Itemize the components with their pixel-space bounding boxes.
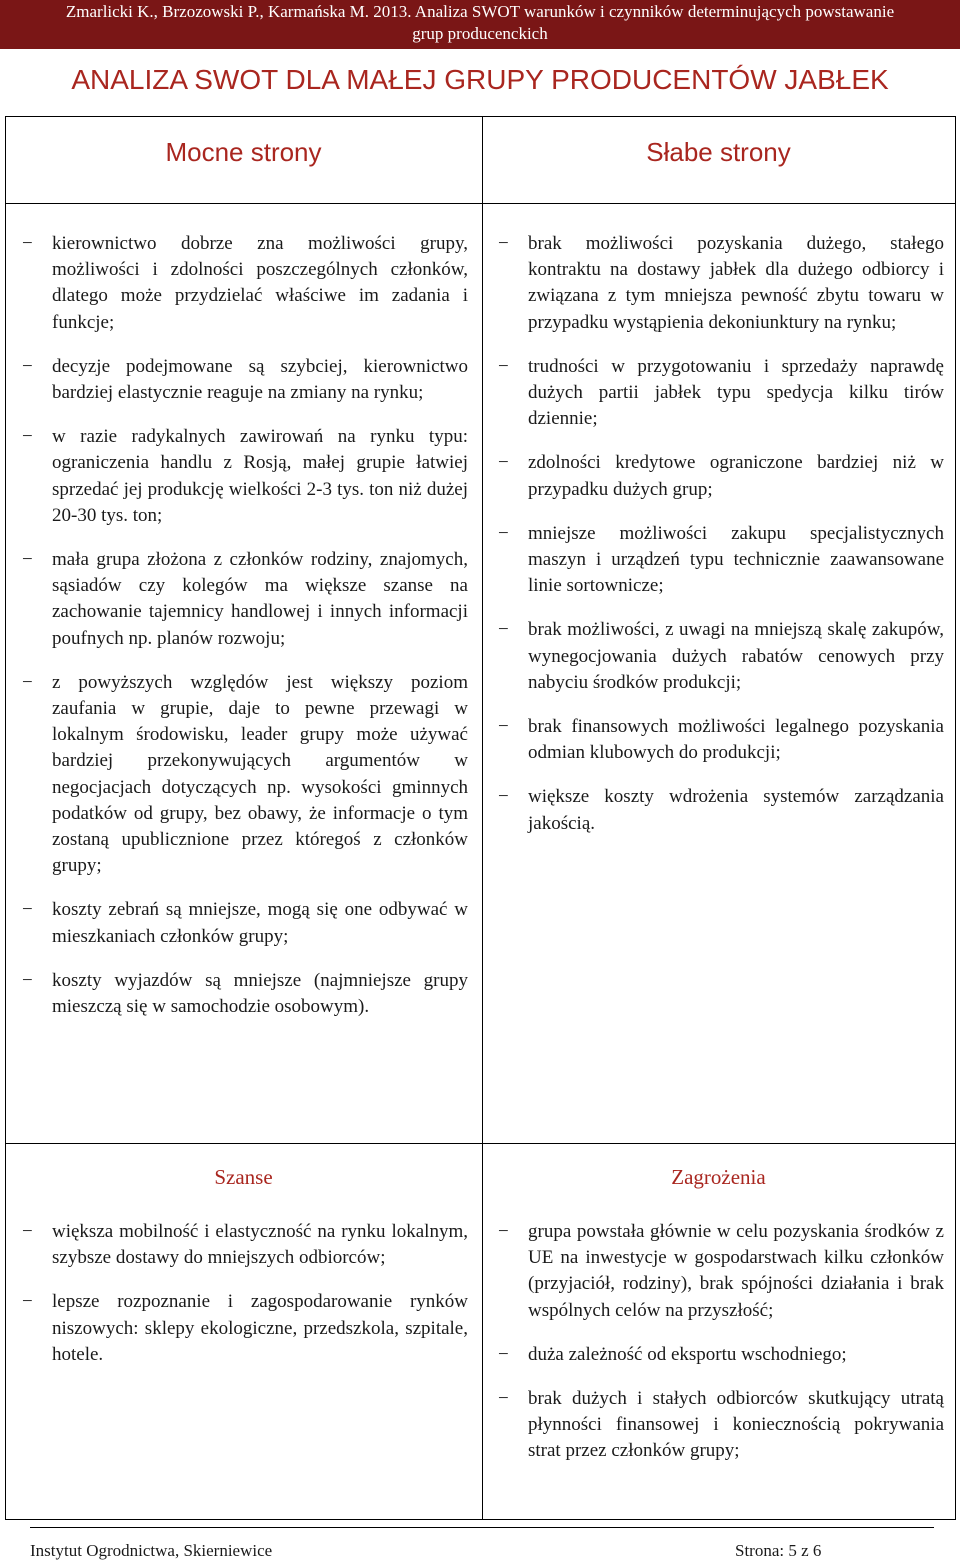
opportunities-item-text: lepsze rozpoznanie i zagospodarowanie rynków niszowych: sklepy ekologiczne, przedszkola, szpitale, hotele. xyxy=(52,1291,468,1365)
heading-weaknesses: Słabe strony xyxy=(646,137,791,167)
weaknesses-item xyxy=(498,617,944,696)
bullet-dash: − xyxy=(498,1388,509,1410)
opportunities-item xyxy=(22,1219,468,1271)
threats-list xyxy=(498,1219,944,1483)
table-border-top xyxy=(5,116,956,117)
strengths-item-text: decyzje podejmowane są szybciej, kierownictwo bardziej elastycznie reaguje na zmiany na rynku; xyxy=(52,355,468,404)
weaknesses-list xyxy=(498,231,944,855)
bullet-dash: − xyxy=(22,355,33,377)
weaknesses-item-text: większe koszty wdrożenia systemów zarządzania jakością. xyxy=(528,786,944,834)
footer-page-number: Strona: 5 z 6 xyxy=(735,1541,822,1560)
table-border-bottom xyxy=(5,1519,956,1520)
strengths-item xyxy=(22,670,468,880)
footer-rule xyxy=(30,1527,934,1528)
threats-item xyxy=(498,1342,944,1368)
heading-opportunities: Szanse xyxy=(214,1165,273,1189)
opportunities-item-text: większa mobilność i elastyczność na rynku lokalnym, szybsze dostawy do mniejszych odbiorców; xyxy=(52,1221,468,1269)
weaknesses-item-text: brak finansowych możliwości legalnego pozyskania odmian klubowych do produkcji; xyxy=(528,716,944,764)
running-header-line2: grup producenckich xyxy=(412,24,548,43)
threats-item xyxy=(498,1219,944,1324)
weaknesses-item-text: mniejsze możliwości zakupu specjalistycznych maszyn i urządzeń typu technicznie zaawansowane linie sortownicze; xyxy=(528,522,944,597)
strengths-item-text: w razie radykalnych zawirowań na rynku typu: ograniczenia handlu z Rosją, małej grupie łatwiej sprzedać jej produkcję wielkości 2-3 tys. ton niż dużej 20-30 tys. ton; xyxy=(52,426,468,526)
bullet-dash: − xyxy=(22,899,33,921)
bullet-dash: − xyxy=(22,426,33,448)
opportunities-item xyxy=(22,1289,468,1368)
strengths-item-text: kierownictwo dobrze zna możliwości grupy, możliwości i zdolności poszczególnych członków, dlatego może przydzielać właściwe im zadania i funkcje; xyxy=(52,233,468,333)
bullet-dash: − xyxy=(22,549,33,571)
table-column-divider xyxy=(482,116,483,1520)
strengths-item-text: z powyższych względów jest większy poziom zaufania w grupie, daje to pewne przewagi w lokalnym środowisku, leader grupy może używać bardziej przekonywujących argumentów w negocjacjach dotyczących np. wysokości gminnych podatków od grupy, bez obawy, że informacje o tym zostaną upublicznione przez któregoś z członków grupy; xyxy=(52,671,468,877)
bullet-dash: − xyxy=(498,355,509,377)
bullet-dash: − xyxy=(498,233,509,254)
heading-threats: Zagrożenia xyxy=(671,1165,766,1189)
weaknesses-item-text: brak możliwości, z uwagi na mniejszą skalę zakupów, wynegocjowania dużych rabatów cenowych przy nabyciu środków produkcji; xyxy=(528,619,944,693)
weaknesses-item-text: zdolności kredytowe ograniczone bardziej niż w przypadku dużych grup; xyxy=(528,452,944,500)
bullet-dash: − xyxy=(498,716,509,738)
weaknesses-item xyxy=(498,450,944,502)
weaknesses-item xyxy=(498,231,944,336)
strengths-item xyxy=(22,354,468,406)
weaknesses-item-text: brak możliwości pozyskania dużego, stałego kontraktu na dostawy jabłek dla dużego odbiorcy i związana z tym mniejsza pewność zbytu towaru w przypadku wystąpienia dekoniunktury na rynku; xyxy=(528,233,944,333)
weaknesses-item xyxy=(498,521,944,600)
strengths-list xyxy=(22,231,468,1038)
strengths-item xyxy=(22,231,468,336)
threats-item-text: grupa powstała głównie w celu pozyskania środków z UE na inwestycje w gospodarstwach kilku członków (przyjaciół, rodziny), brak spójności działania i brak wspólnych celów na przyszłość; xyxy=(528,1221,944,1321)
bullet-dash: − xyxy=(498,452,509,474)
strengths-item xyxy=(22,968,468,1020)
table-border-right xyxy=(955,116,956,1520)
footer-institution: Instytut Ogrodnictwa, Skierniewice xyxy=(30,1541,273,1560)
table-section-divider xyxy=(5,1143,956,1144)
bullet-dash: − xyxy=(498,1343,509,1365)
strengths-item xyxy=(22,424,468,529)
threats-item-text: brak dużych i stałych odbiorców skutkujący utratą płynności finansowej i koniecznością pokrywania strat przez członków grupy; xyxy=(528,1388,944,1462)
running-header xyxy=(0,0,960,49)
bullet-dash: − xyxy=(22,1291,33,1313)
bullet-dash: − xyxy=(498,619,509,641)
bullet-dash: − xyxy=(22,671,33,693)
table-border-left xyxy=(5,116,6,1520)
bullet-dash: − xyxy=(22,1221,33,1242)
strengths-item-text: koszty zebrań są mniejsze, mogą się one odbywać w mieszkaniach członków grupy; xyxy=(52,899,468,947)
strengths-item-text: mała grupa złożona z członków rodziny, znajomych, sąsiadów czy kolegów ma większe szanse na zachowanie tajemnicy handlowej i innych informacji poufnych np. planów rozwoju; xyxy=(52,549,468,649)
weaknesses-item xyxy=(498,714,944,766)
strengths-item xyxy=(22,897,468,949)
weaknesses-item-text: trudności w przygotowaniu i sprzedaży naprawdę dużych partii jabłek typu spedycja kilku tirów dziennie; xyxy=(528,355,944,430)
bullet-dash: − xyxy=(498,786,509,808)
bullet-dash: − xyxy=(22,233,33,254)
weaknesses-item xyxy=(498,784,944,836)
bullet-dash: − xyxy=(22,969,33,991)
strengths-item-text: koszty wyjazdów są mniejsze (najmniejsze grupy mieszczą się w samochodzie osobowym). xyxy=(52,969,468,1018)
bullet-dash: − xyxy=(498,1221,509,1242)
running-header-line1: Zmarlicki K., Brzozowski P., Karmańska M. 2013. Analiza SWOT warunków i czynników determinujących powstawanie xyxy=(65,2,895,21)
threats-item-text: duża zależność od eksportu wschodniego; xyxy=(528,1343,847,1365)
table-header-divider xyxy=(5,203,956,204)
heading-strengths: Mocne strony xyxy=(165,137,322,167)
bullet-dash: − xyxy=(498,522,509,544)
threats-item xyxy=(498,1386,944,1465)
strengths-item xyxy=(22,547,468,652)
opportunities-list xyxy=(22,1219,468,1386)
weaknesses-item xyxy=(498,354,944,433)
document-title: ANALIZA SWOT DLA MAŁEJ GRUPY PRODUCENTÓW JABŁEK xyxy=(71,64,889,95)
